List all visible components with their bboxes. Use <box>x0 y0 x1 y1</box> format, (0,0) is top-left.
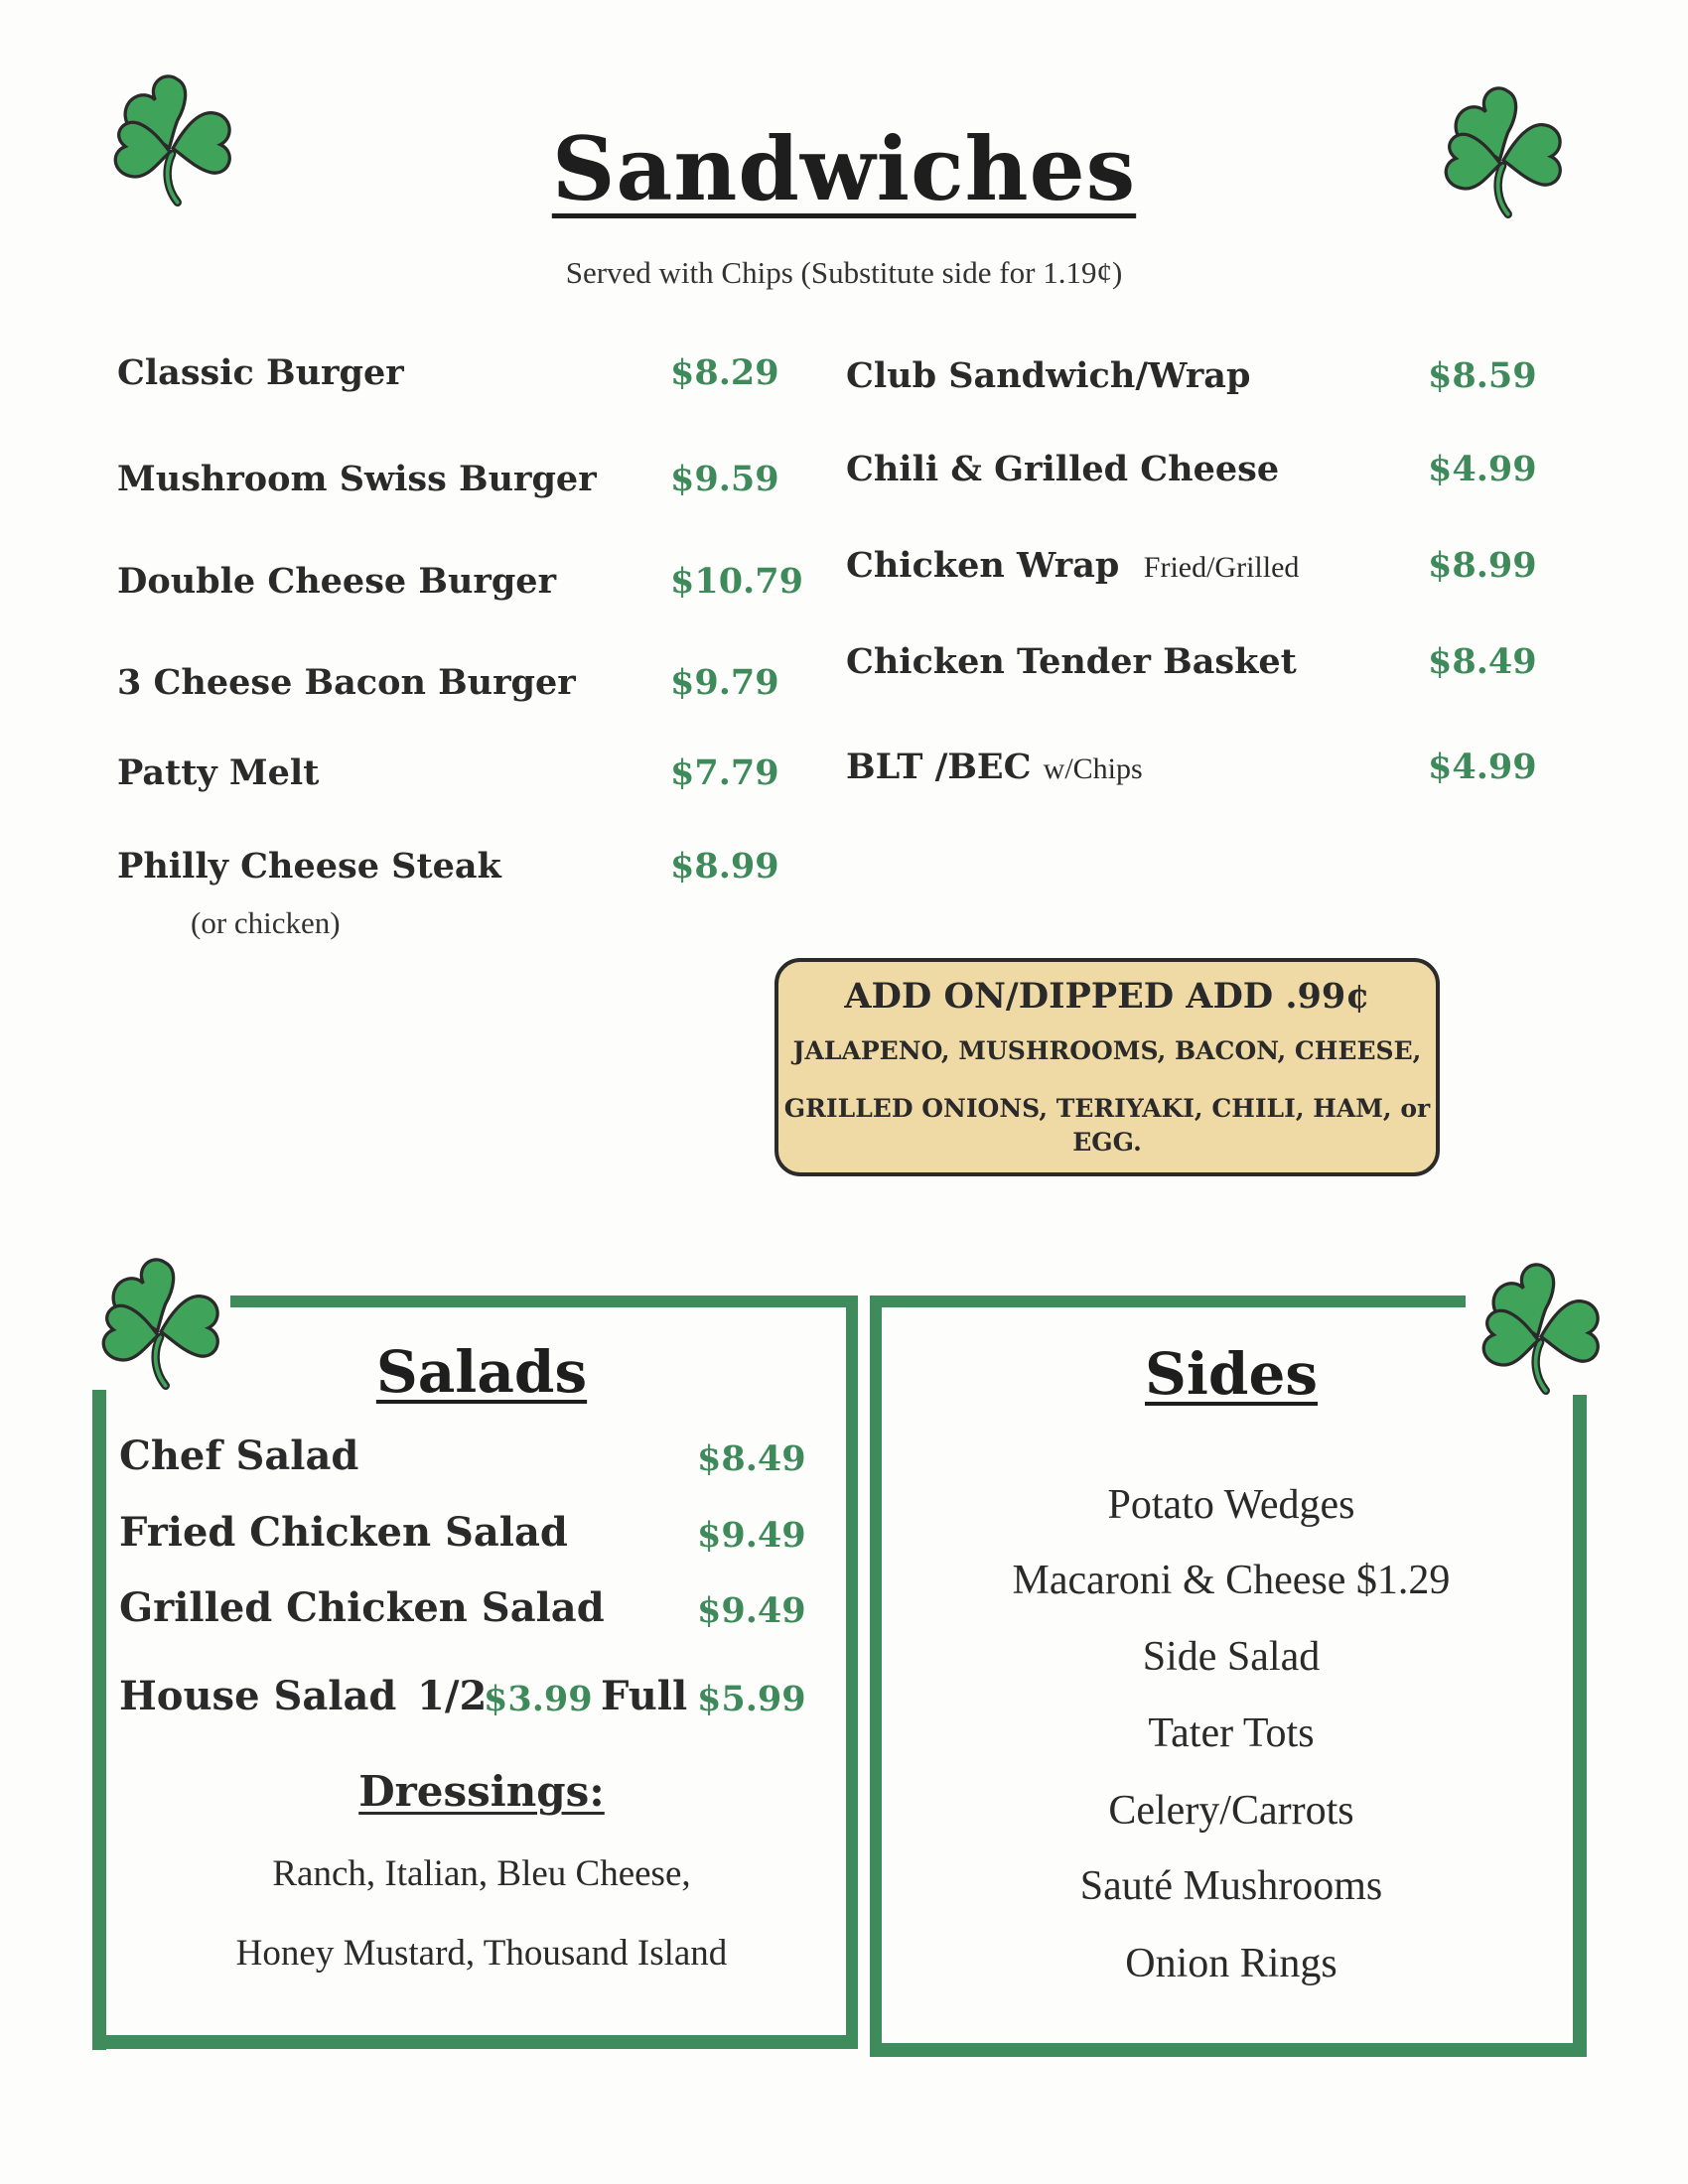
side-item: Onion Rings <box>1125 1941 1337 1986</box>
menu-item-price: $4.99 <box>1428 449 1537 489</box>
menu-item-price: $4.99 <box>1428 747 1537 787</box>
side-item: Celery/Carrots <box>1108 1788 1354 1834</box>
addon-box <box>774 958 1440 1176</box>
sides-frame-bottom <box>870 2043 1587 2057</box>
house-salad-half-price: $3.99 <box>484 1679 593 1719</box>
salad-item-name: Fried Chicken Salad <box>119 1509 568 1556</box>
menu-item-name: Classic Burger <box>117 352 404 393</box>
menu-item-price: $9.59 <box>670 459 779 499</box>
salads-title: Salads <box>375 1338 588 1406</box>
addon-line: EGG. <box>1072 1128 1142 1157</box>
menu-item-price: $9.79 <box>670 662 779 703</box>
menu-item-price: $8.29 <box>670 352 779 393</box>
house-salad-half-label: 1/2 <box>417 1673 488 1719</box>
menu-item-name: Philly Cheese Steak <box>117 846 501 887</box>
menu-item-name: Chicken Wrap Fried/Grilled <box>846 545 1300 586</box>
menu-item-name: Mushroom Swiss Burger <box>117 459 597 499</box>
side-item: Side Salad <box>1142 1634 1321 1680</box>
salads-frame-left <box>92 1390 106 2050</box>
side-item: Potato Wedges <box>1107 1482 1355 1528</box>
sides-frame-top <box>870 1296 1466 1307</box>
menu-item-name: Double Cheese Burger <box>117 561 557 602</box>
house-salad-full-label: Full <box>601 1673 688 1719</box>
salad-item-price: $8.49 <box>697 1438 806 1479</box>
addon-line: JALAPENO, MUSHROOMS, BACON, CHEESE, <box>792 1036 1422 1065</box>
side-item: Sauté Mushrooms <box>1079 1863 1383 1909</box>
sides-title: Sides <box>1144 1340 1319 1408</box>
side-item: Tater Tots <box>1148 1710 1315 1756</box>
menu-item-price: $7.79 <box>670 752 779 793</box>
menu-item-note: (or chicken) <box>191 905 341 940</box>
menu-item-price: $8.49 <box>1428 641 1537 682</box>
dressings-title: Dressings: <box>358 1767 605 1816</box>
salad-item-name: Grilled Chicken Salad <box>119 1584 605 1631</box>
salad-item-price: $9.49 <box>697 1590 806 1631</box>
menu-item-price: $8.99 <box>670 846 779 887</box>
sandwiches-subtitle: Served with Chips (Substitute side for 1.19¢) <box>565 255 1123 290</box>
menu-item-name: Club Sandwich/Wrap <box>846 355 1251 396</box>
salads-frame-top <box>230 1296 854 1307</box>
house-salad-name: House Salad <box>119 1673 397 1719</box>
addon-line: GRILLED ONIONS, TERIYAKI, CHILI, HAM, or <box>783 1094 1431 1123</box>
page-title: Sandwiches <box>551 117 1137 220</box>
salad-item-name: Chef Salad <box>119 1433 359 1479</box>
menu-item-name: Patty Melt <box>117 752 320 793</box>
menu-item-name: Chicken Tender Basket <box>846 641 1297 682</box>
salads-frame-bottom <box>92 2035 858 2049</box>
menu-item-price: $10.79 <box>670 561 803 602</box>
salads-frame-right <box>846 1296 858 2042</box>
menu-item-name: Chili & Grilled Cheese <box>846 449 1280 489</box>
menu-item-name: BLT /BEC w/Chips <box>846 747 1143 787</box>
dressings-list: Ranch, Italian, Bleu Cheese, <box>272 1853 691 1894</box>
menu-item-price: $8.99 <box>1428 545 1537 586</box>
house-salad-full-price: $5.99 <box>697 1679 806 1719</box>
addon-title: ADD ON/DIPPED ADD .99¢ <box>844 976 1370 1017</box>
salad-item-price: $9.49 <box>697 1515 806 1556</box>
dressings-list: Honey Mustard, Thousand Island <box>235 1933 728 1974</box>
menu-item-name: 3 Cheese Bacon Burger <box>117 662 576 703</box>
side-item: Macaroni & Cheese $1.29 <box>1012 1558 1451 1603</box>
menu-item-price: $8.59 <box>1428 355 1537 396</box>
